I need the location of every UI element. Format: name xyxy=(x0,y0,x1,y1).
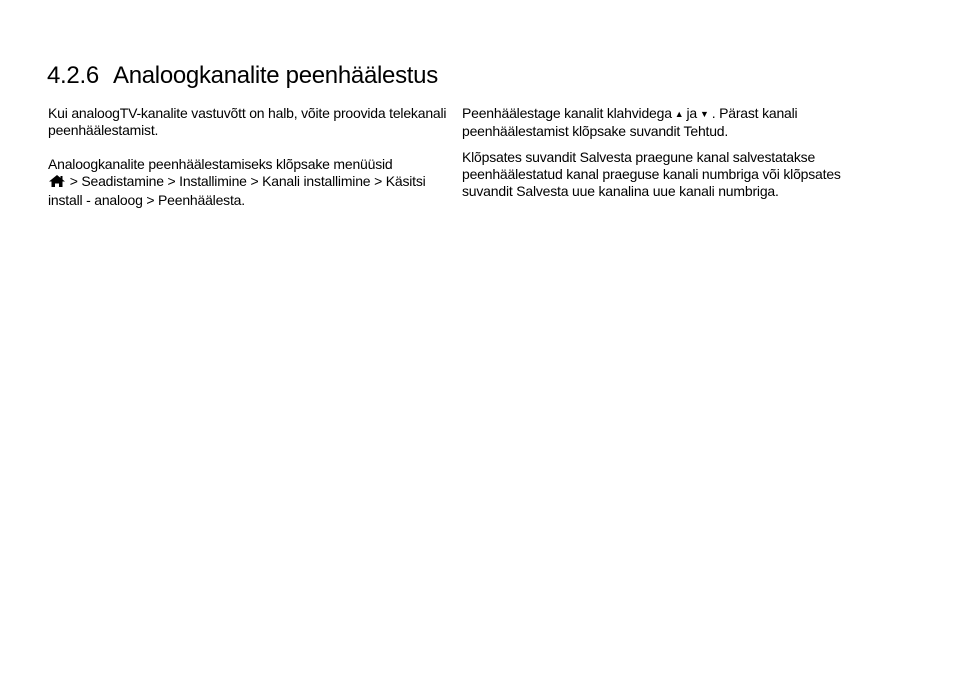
section-heading xyxy=(47,60,438,92)
tuning-instruction: Peenhäälestage kanalit klahvidega xyxy=(462,105,672,121)
right-column xyxy=(462,105,862,200)
tuning-paragraph xyxy=(462,105,862,140)
section-title: Analoogkanalite peenhäälestus xyxy=(113,62,438,89)
save-paragraph: Klõpsates suvandit Salvesta praegune kanal salvestatakse peenhäälestatud kanal praeguse kanali numbriga või klõpsates suvandit Salvesta uue kanalina uue kanali numbriga. xyxy=(462,149,841,199)
menu-path-paragraph xyxy=(48,156,448,209)
down-arrow-icon: ▼ xyxy=(700,109,709,119)
left-column xyxy=(48,105,448,209)
menu-path-intro: Analoogkanalite peenhäälestamiseks klõpsake menüüsid xyxy=(48,156,393,172)
menu-path: > Seadistamine > Installimine > Kanali installimine > Käsitsi install - analoog > Peenhäälesta. xyxy=(48,173,426,208)
section-number: 4.2.6 xyxy=(47,62,99,89)
up-arrow-icon: ▲ xyxy=(674,109,684,119)
home-icon xyxy=(48,174,66,192)
conjunction-ja: ja xyxy=(686,105,698,121)
tuning-done: . Pärast kanali peenhäälestamist klõpsake suvandit Tehtud. xyxy=(462,105,798,139)
intro-paragraph: Kui analoogTV-kanalite vastuvõtt on halb, võite proovida telekanali peenhäälestamist. xyxy=(48,105,447,138)
